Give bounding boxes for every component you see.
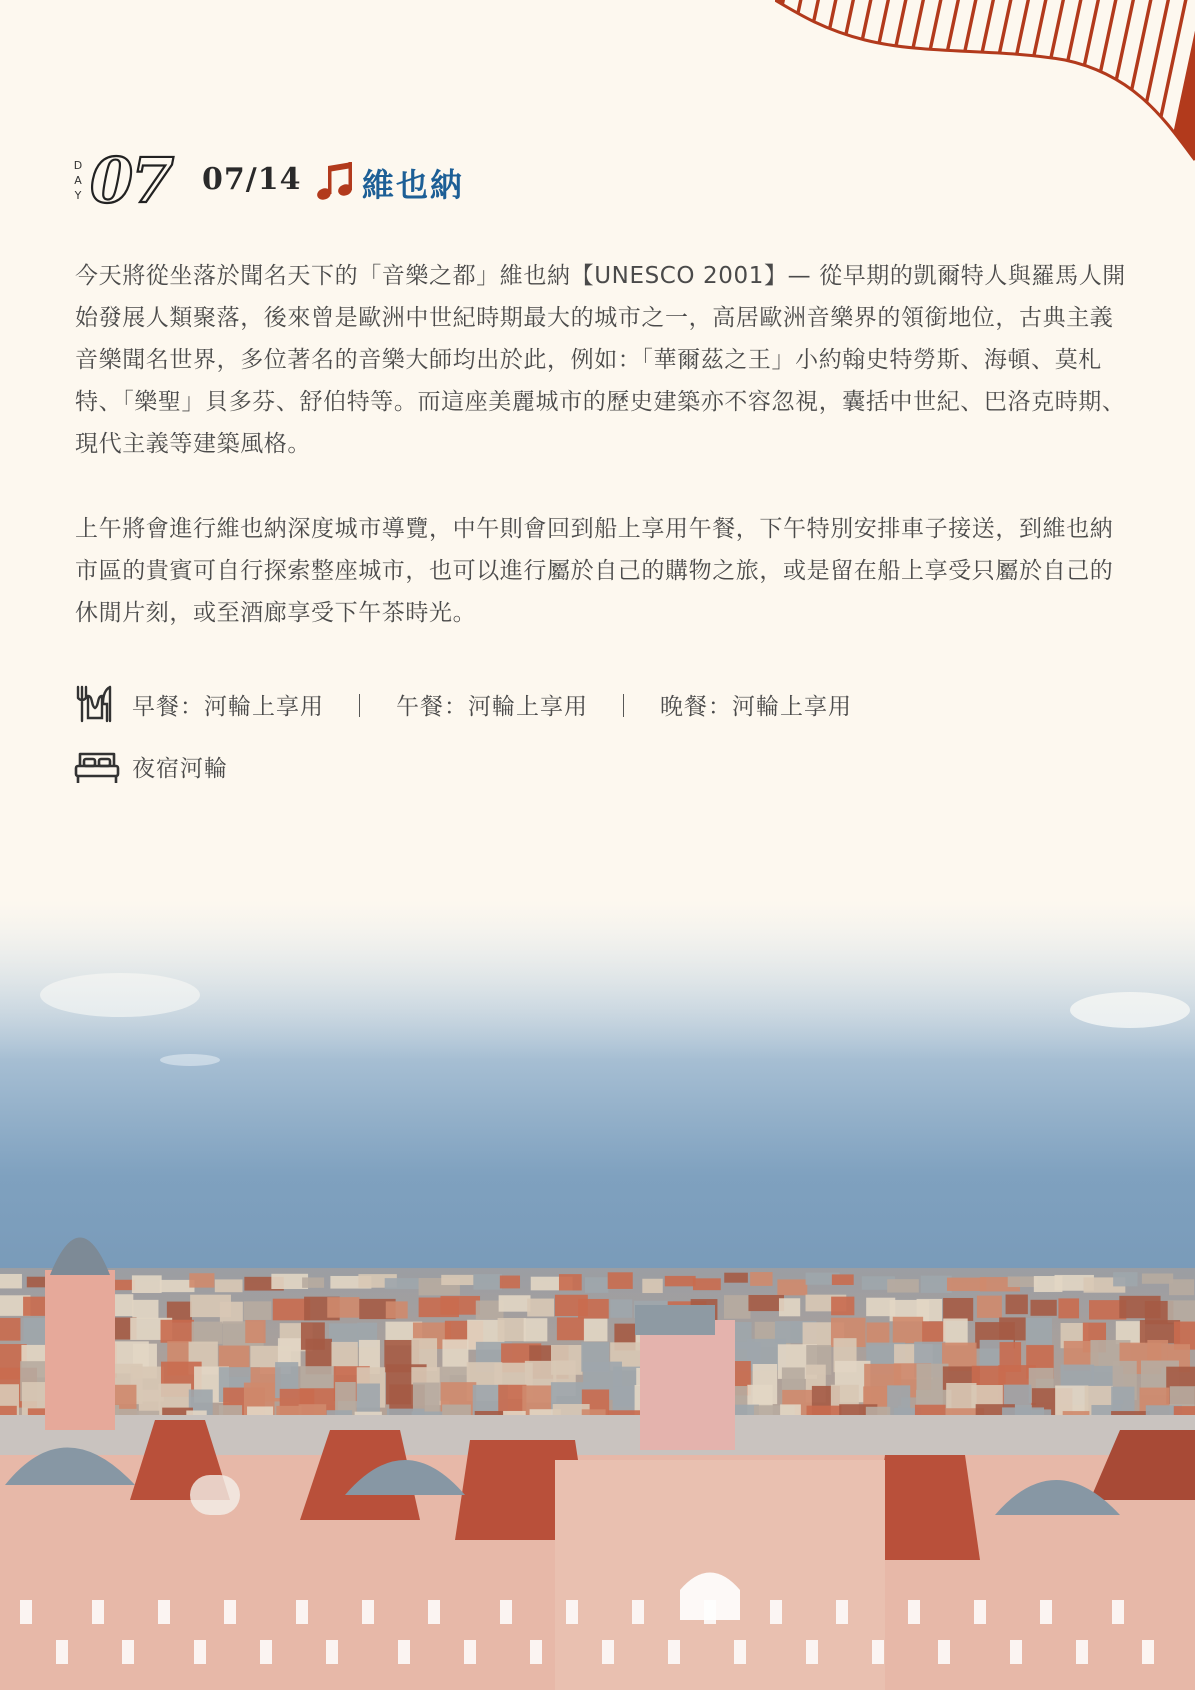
day-letter-a: A bbox=[74, 174, 82, 187]
schedule-paragraph: 上午將會進行維也納深度城市導覽，中午則會回到船上享用午餐，下午特別安排車子接送，到維也納市區的貴賓可自行探索整座城市，也可以進行屬於自己的購物之旅，或是留在船上享受只屬於自己的休閒片刻，或至酒廊享受下午茶時光。 bbox=[75, 516, 1114, 626]
bed-icon bbox=[74, 750, 120, 786]
lodging-info bbox=[74, 746, 674, 788]
day-header bbox=[72, 144, 772, 217]
music-note-icon bbox=[316, 160, 356, 202]
dining-icon bbox=[74, 684, 114, 724]
intro-paragraph: 今天將從坐落於聞名天下的「音樂之都」維也納【UNESCO 2001】— 從早期的凱爾特人與羅馬人開始發展人類聚落，後來曾是歐洲中世紀時期最大的城市之一，高居歐洲音樂界的領銜地位，古典主義音樂聞名世界，多位著名的音樂大師均出於此，例如：「華爾茲之王」小約翰史特勞斯、海頓、莫札特、「樂聖」貝多芬、舒伯特等。而這座美麗城市的歷史建築亦不容忽視，囊括中世紀、巴洛克時期、現代主義等建築風格。 bbox=[75, 263, 1126, 457]
piano-keys-decoration bbox=[775, 0, 1195, 170]
day-number: 07 bbox=[90, 144, 173, 217]
meals-info bbox=[74, 682, 1074, 726]
day-letter-y: Y bbox=[74, 189, 82, 202]
photo-top-fade bbox=[0, 900, 1195, 1060]
day-date: 07/14 bbox=[202, 162, 302, 197]
lodging-text: 夜宿河輪 bbox=[132, 756, 228, 782]
day-letter-d: D bbox=[73, 159, 83, 172]
day-label bbox=[72, 158, 84, 203]
city-title: 維也納 bbox=[362, 166, 465, 204]
meals-text: 早餐：河輪上享用 ｜ 午餐：河輪上享用 ｜ 晚餐：河輪上享用 bbox=[132, 694, 852, 720]
